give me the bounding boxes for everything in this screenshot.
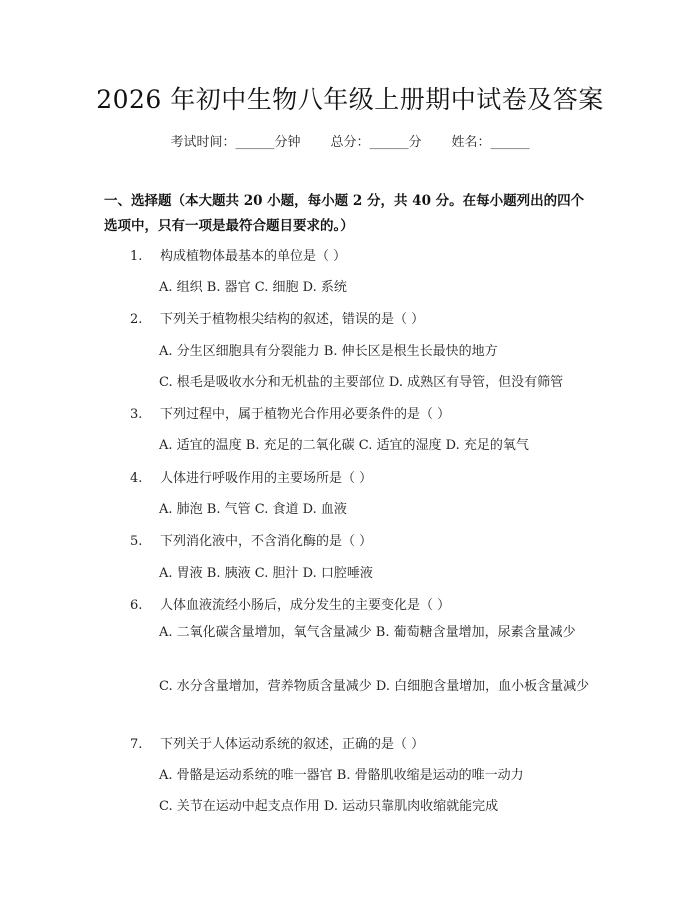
- question-1: [130, 245, 346, 264]
- section-heading: 一、选择题（本大题共 20 小题，每小题 2 分，共 40 分。在每小题列出的四个选项中，只有一项是最符合题目要求的。）: [104, 193, 585, 234]
- student-name-field: 姓名：______: [451, 135, 530, 150]
- question-7-options-ab: A. 骨骼是运动系统的唯一器官 B. 骨骼肌收缩是运动的唯一动力: [159, 768, 524, 783]
- question-6-options-cd: C. 水分含量增加，营养物质含量减少 D. 白细胞含量增加，血小板含量减少: [159, 679, 590, 694]
- question-text: 下列关于人体运动系统的叙述，正确的是（ ）: [160, 737, 425, 752]
- question-2-options-ab: A. 分生区细胞具有分裂能力 B. 伸长区是根生长最快的地方: [159, 344, 498, 359]
- exam-time: 考试时间：______分钟: [170, 135, 301, 150]
- exam-score: 总分：______分: [330, 135, 422, 150]
- question-text: 人体进行呼吸作用的主要场所是（ ）: [160, 471, 373, 486]
- question-number: 7.: [130, 737, 143, 752]
- question-4-options: A. 肺泡 B. 气管 C. 食道 D. 血液: [159, 502, 347, 517]
- question-number: 5.: [130, 534, 143, 549]
- question-1-options: A. 组织 B. 器官 C. 细胞 D. 系统: [159, 280, 347, 295]
- question-number: 1.: [130, 249, 143, 264]
- question-number: 2.: [130, 312, 143, 327]
- question-text: 下列消化液中，不含消化酶的是（ ）: [160, 534, 373, 549]
- question-text: 人体血液流经小肠后，成分发生的主要变化是（ ）: [160, 598, 451, 613]
- question-6-options-ab: A. 二氧化碳含量增加，氧气含量减少 B. 葡萄糖含量增加，尿素含量减少: [159, 625, 576, 640]
- question-number: 3.: [130, 407, 143, 422]
- question-3-options: A. 适宜的温度 B. 充足的二氧化碳 C. 适宜的湿度 D. 充足的氧气: [159, 438, 529, 453]
- exam-meta: [0, 131, 700, 150]
- question-4: [130, 467, 372, 486]
- question-3: [130, 403, 450, 422]
- question-text: 下列过程中，属于植物光合作用必要条件的是（ ）: [160, 407, 451, 422]
- question-5: [130, 530, 372, 549]
- question-number: 4.: [130, 471, 143, 486]
- question-7: [130, 733, 424, 752]
- question-text: 构成植物体最基本的单位是（ ）: [160, 249, 347, 264]
- question-5-options: A. 胃液 B. 胰液 C. 胆汁 D. 口腔唾液: [159, 566, 373, 581]
- question-text: 下列关于植物根尖结构的叙述，错误的是（ ）: [160, 312, 425, 327]
- question-2: [130, 308, 424, 327]
- question-6: [130, 594, 450, 613]
- page-title: 2026 年初中生物八年级上册期中试卷及答案: [96, 85, 604, 114]
- question-2-options-cd: C. 根毛是吸收水分和无机盐的主要部位 D. 成熟区有导管，但没有筛管: [159, 375, 564, 390]
- question-number: 6.: [130, 598, 143, 613]
- question-7-options-cd: C. 关节在运动中起支点作用 D. 运动只靠肌肉收缩就能完成: [159, 799, 499, 814]
